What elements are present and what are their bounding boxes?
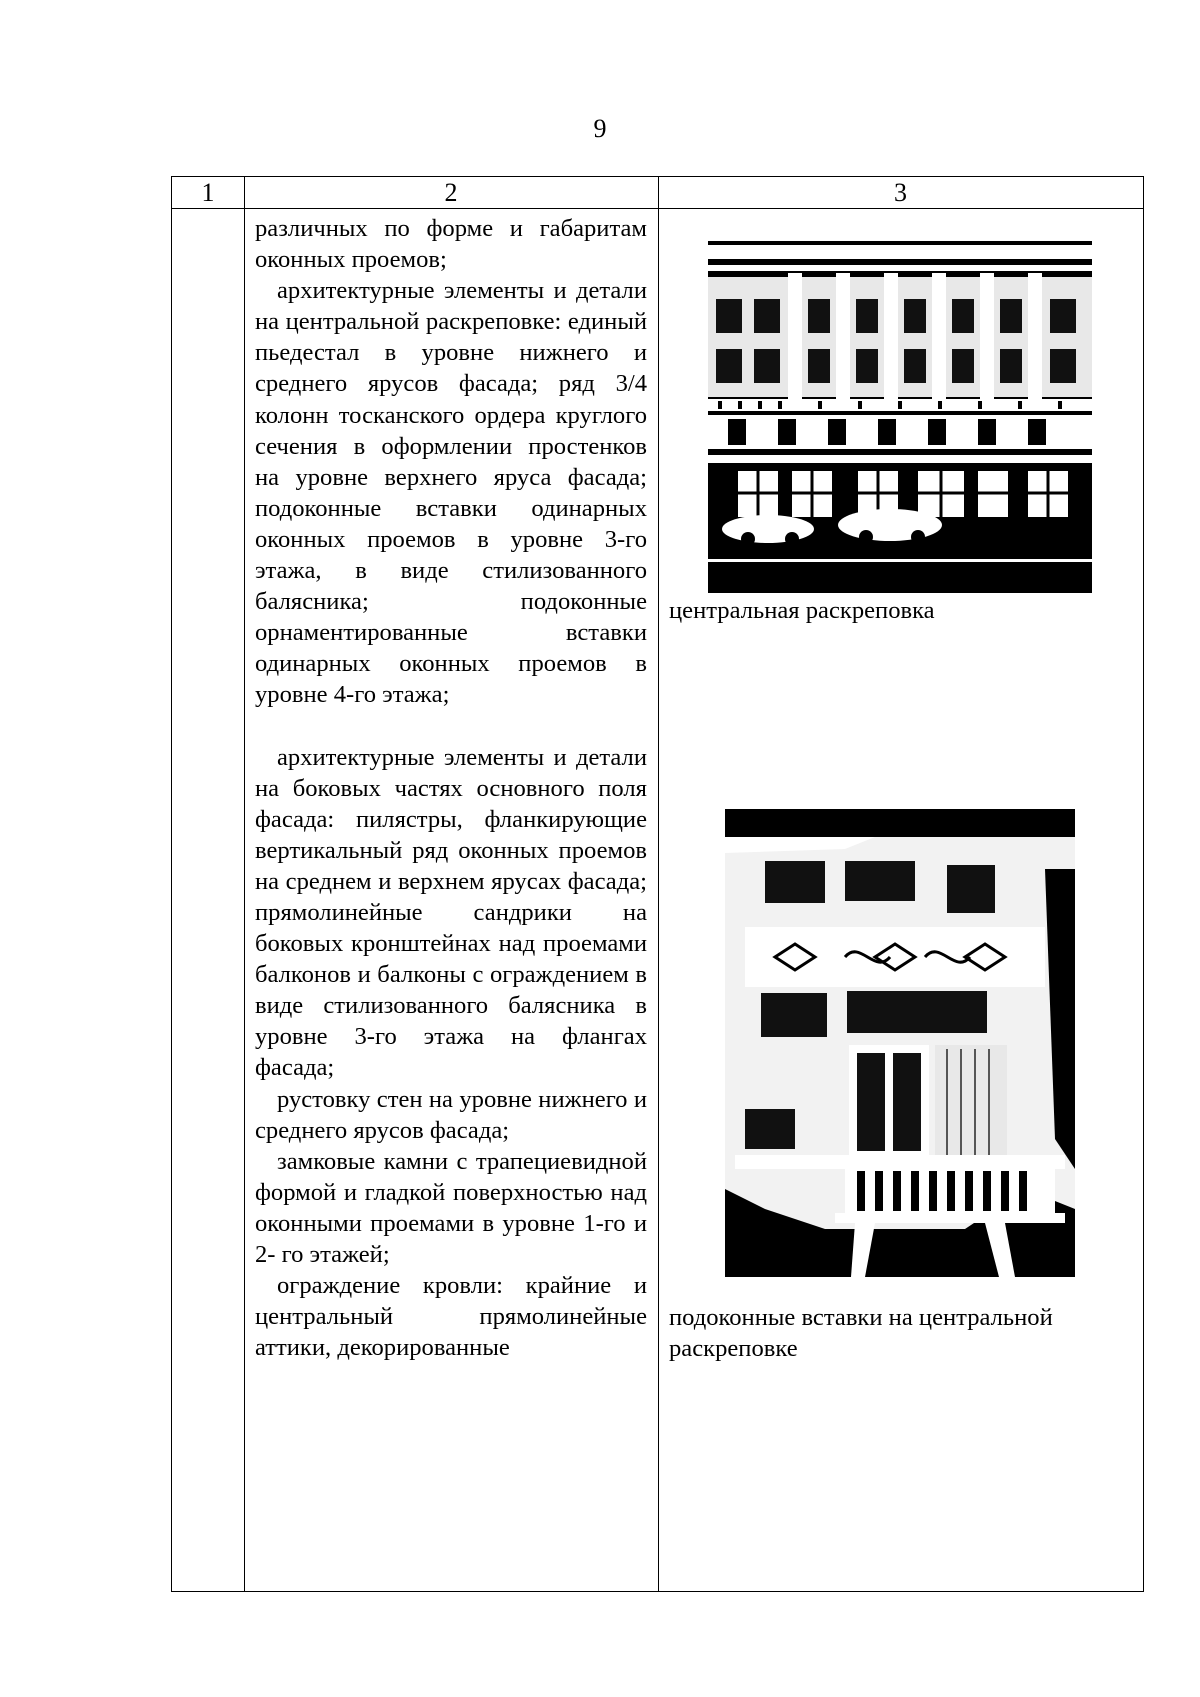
header-cell-3: 3	[894, 178, 907, 207]
text-paragraph: ограждение кровли: крайние и центральный прямолинейные аттики, декорированные	[255, 1272, 647, 1362]
text-paragraph: замковые камни с трапециевидной формой и гладкой поверхностью над оконными проемами в уровне 1-го и 2- го этажей;	[255, 1147, 647, 1268]
header-cell-2: 2	[444, 178, 458, 207]
text-paragraph: архитектурные элементы и детали на центральной раскреповке: единый пьедестал в уровне нижнего и среднего ярусов фасада; ряд 3/4 колонн тосканского ордера круглого сечения в оформлении простенков на уровне верхнего яруса фасада; подоконные вставки одинарных оконных проемов в уровне 3-го этажа, в виде стилизованного балясника; подоконные орнаментированные вставки одинарных оконных проемов в уровне 4-го этажа;	[255, 277, 647, 709]
description-column	[255, 213, 647, 1363]
document-table	[171, 176, 1144, 1592]
text-paragraph: рустовку стен на уровне нижнего и среднего ярусов фасада;	[255, 1085, 647, 1144]
facade-photo-central	[708, 221, 1092, 593]
window-inserts-photo	[725, 809, 1075, 1277]
text-paragraph: архитектурные элементы и детали на боковых частях основного поля фасада: пилястры, фланкирующие вертикальный ряд оконных проемов на среднем и верхнем ярусах фасада; прямолинейные сандрики на боковых кронштейнах над проемами балконов и балконы с ограждением в виде стилизованного балясника в уровне 3-го этажа на флангах фасада;	[255, 743, 647, 1082]
photo-caption-inserts: подоконные вставки на центральной раскреповке	[669, 1304, 1053, 1363]
text-paragraph: различных по форме и габаритам оконных проемов;	[255, 215, 647, 274]
facade-photo-central-image	[708, 221, 1092, 593]
page-number: 9	[593, 114, 607, 143]
column-divider-2	[658, 177, 659, 1591]
window-inserts-photo-image	[725, 809, 1075, 1277]
header-cell-1: 1	[201, 178, 215, 207]
photo-caption-central: центральная раскреповка	[669, 597, 935, 624]
column-divider-1	[244, 177, 245, 1591]
